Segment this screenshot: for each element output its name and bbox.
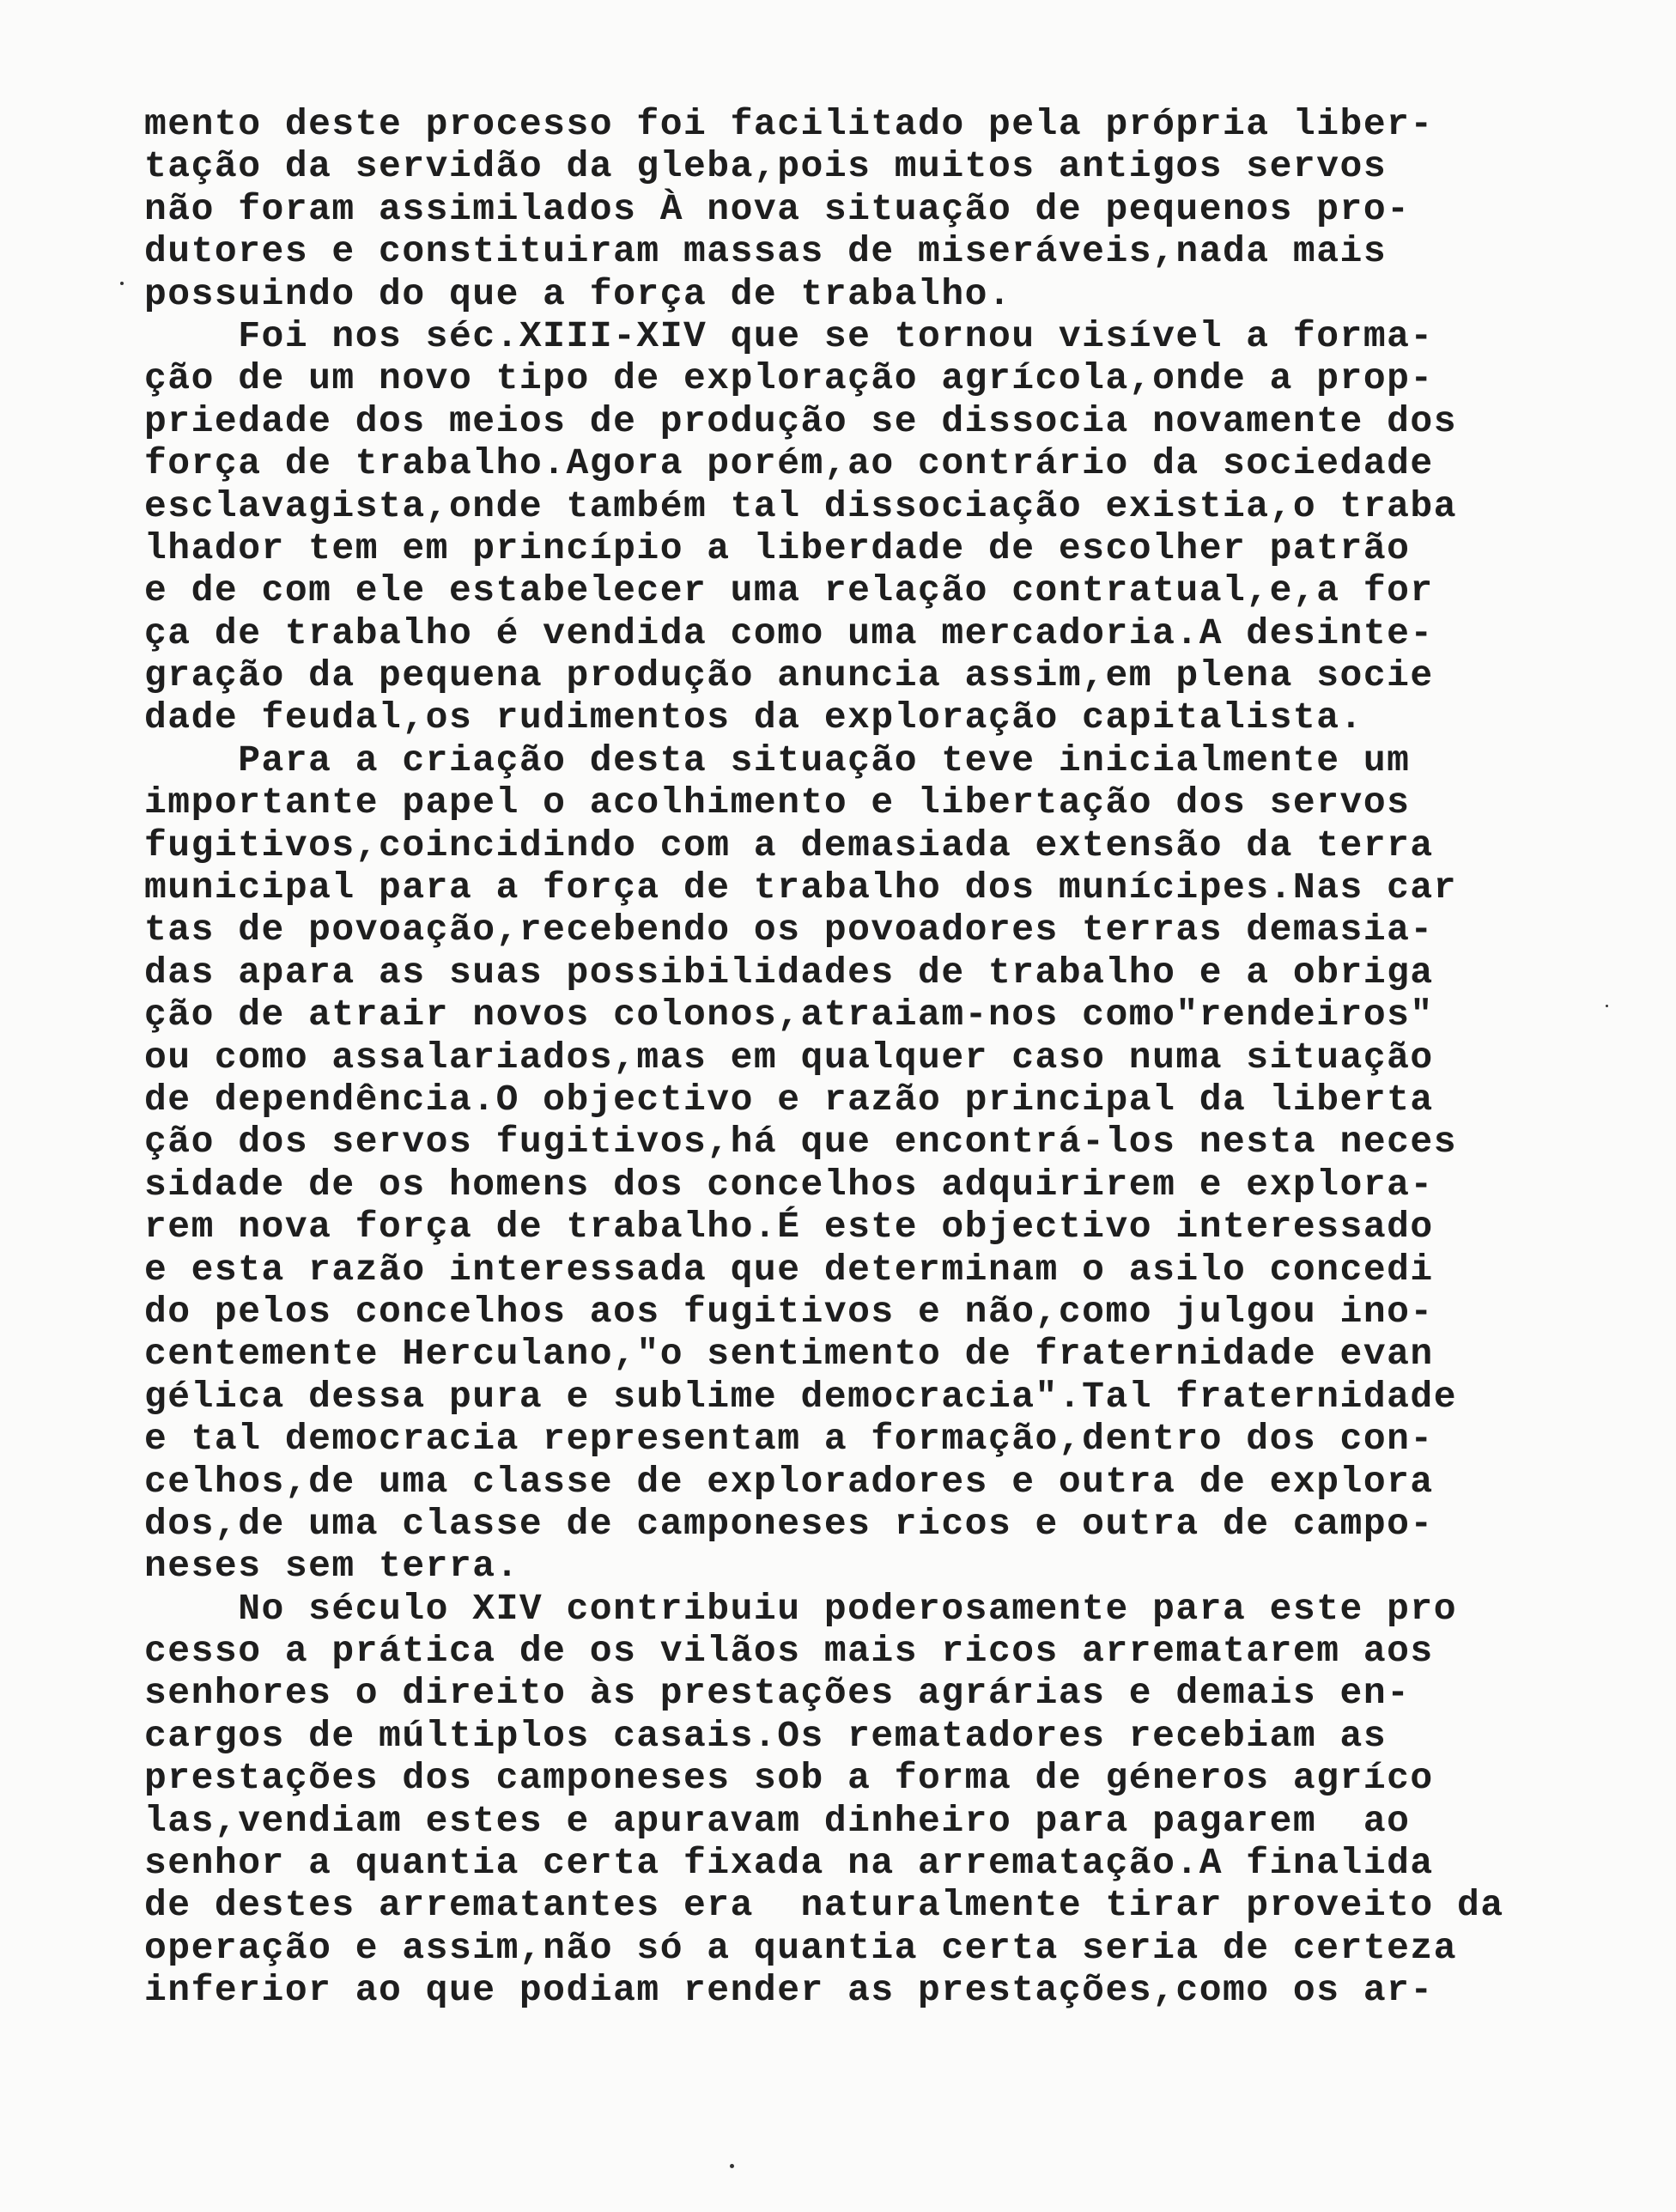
text-line: inferior ao que podiam render as prestações,como os ar- [144, 1969, 1434, 2012]
ink-speck [120, 282, 124, 285]
text-line: sidade de os homens dos concelhos adquirirem e explora- [144, 1163, 1434, 1206]
text-line: neses sem terra. [144, 1545, 519, 1588]
text-line: dutores e constituiram massas de miseráveis,nada mais [144, 230, 1388, 273]
text-line: e esta razão interessada que determinam o asilo concedi [144, 1248, 1434, 1291]
text-line: ça de trabalho é vendida como uma mercadoria.A desinte- [144, 611, 1434, 654]
text-line: de dependência.O objectivo e razão principal da liberta [144, 1078, 1434, 1121]
text-line: Para a criação desta situação teve inicialmente um [144, 738, 1411, 781]
text-line: de destes arrematantes era naturalmente tirar proveito da [144, 1884, 1504, 1927]
text-line: ção de atrair novos colonos,atraiam-nos como"rendeiros" [144, 994, 1434, 1036]
text-line: cargos de múltiplos casais.Os rematadores recebiam as [144, 1714, 1388, 1757]
text-line: operação e assim,não só a quantia certa seria de certeza [144, 1926, 1458, 1969]
text-line: centemente Herculano,"o sentimento de fraternidade evan [144, 1333, 1434, 1376]
ink-speck [730, 2164, 734, 2168]
text-line: cesso a prática de os vilãos mais ricos arrematarem aos [144, 1630, 1434, 1673]
text-line: las,vendiam estes e apuravam dinheiro para pagarem ao [144, 1799, 1411, 1842]
text-line: possuindo do que a força de trabalho. [144, 272, 1012, 315]
text-line: gélica dessa pura e sublime democracia".Tal fraternidade [144, 1375, 1458, 1418]
text-line: senhores o direito às prestações agrárias e demais en- [144, 1672, 1411, 1715]
text-line: do pelos concelhos aos fugitivos e não,como julgou ino- [144, 1290, 1434, 1333]
text-line: celhos,de uma classe de exploradores e outra de explora [144, 1460, 1434, 1503]
text-line: lhador tem em princípio a liberdade de escolher patrão [144, 526, 1411, 569]
text-line: não foram assimilados À nova situação de pequenos pro- [144, 187, 1411, 230]
text-line: dade feudal,os rudimentos da exploração capitalista. [144, 696, 1363, 739]
text-line: mento deste processo foi facilitado pela própria liber- [144, 103, 1434, 145]
text-line: gração da pequena produção anuncia assim,em plena socie [144, 654, 1434, 697]
text-line: e de com ele estabelecer uma relação contratual,e,a for [144, 569, 1434, 612]
text-line: No século XIV contribuiu poderosamente para este pro [144, 1587, 1458, 1630]
text-line: ção de um novo tipo de exploração agrícola,onde a prop- [144, 357, 1434, 400]
text-line: Foi nos séc.XIII-XIV que se tornou visível a forma- [144, 314, 1434, 357]
text-line: municipal para a força de trabalho dos munícipes.Nas car [144, 866, 1458, 909]
text-line: tas de povoação,recebendo os povoadores terras demasia- [144, 908, 1434, 951]
typewritten-text-block [144, 103, 1604, 2012]
text-line: e tal democracia representam a formação,dentro dos con- [144, 1418, 1434, 1461]
text-line: das apara as suas possibilidades de trabalho e a obriga [144, 951, 1434, 994]
text-line: ou como assalariados,mas em qualquer caso numa situação [144, 1036, 1434, 1079]
text-line: priedade dos meios de produção se dissocia novamente dos [144, 399, 1458, 442]
text-line: esclavagista,onde também tal dissociação existia,o traba [144, 484, 1458, 527]
text-line: prestações dos camponeses sob a forma de géneros agríco [144, 1757, 1434, 1800]
text-line: ção dos servos fugitivos,há que encontrá-los nesta neces [144, 1121, 1458, 1164]
text-line: fugitivos,coincidindo com a demasiada extensão da terra [144, 823, 1434, 866]
text-line: dos,de uma classe de camponeses ricos e outra de campo- [144, 1502, 1434, 1545]
text-line: força de trabalho.Agora porém,ao contrário da sociedade [144, 442, 1434, 485]
ink-speck [1606, 1005, 1608, 1007]
text-line: senhor a quantia certa fixada na arrematação.A finalida [144, 1842, 1434, 1885]
text-line: rem nova força de trabalho.É este objectivo interessado [144, 1206, 1434, 1249]
text-line: importante papel o acolhimento e libertação dos servos [144, 781, 1411, 824]
text-line: tação da servidão da gleba,pois muitos antigos servos [144, 145, 1388, 188]
